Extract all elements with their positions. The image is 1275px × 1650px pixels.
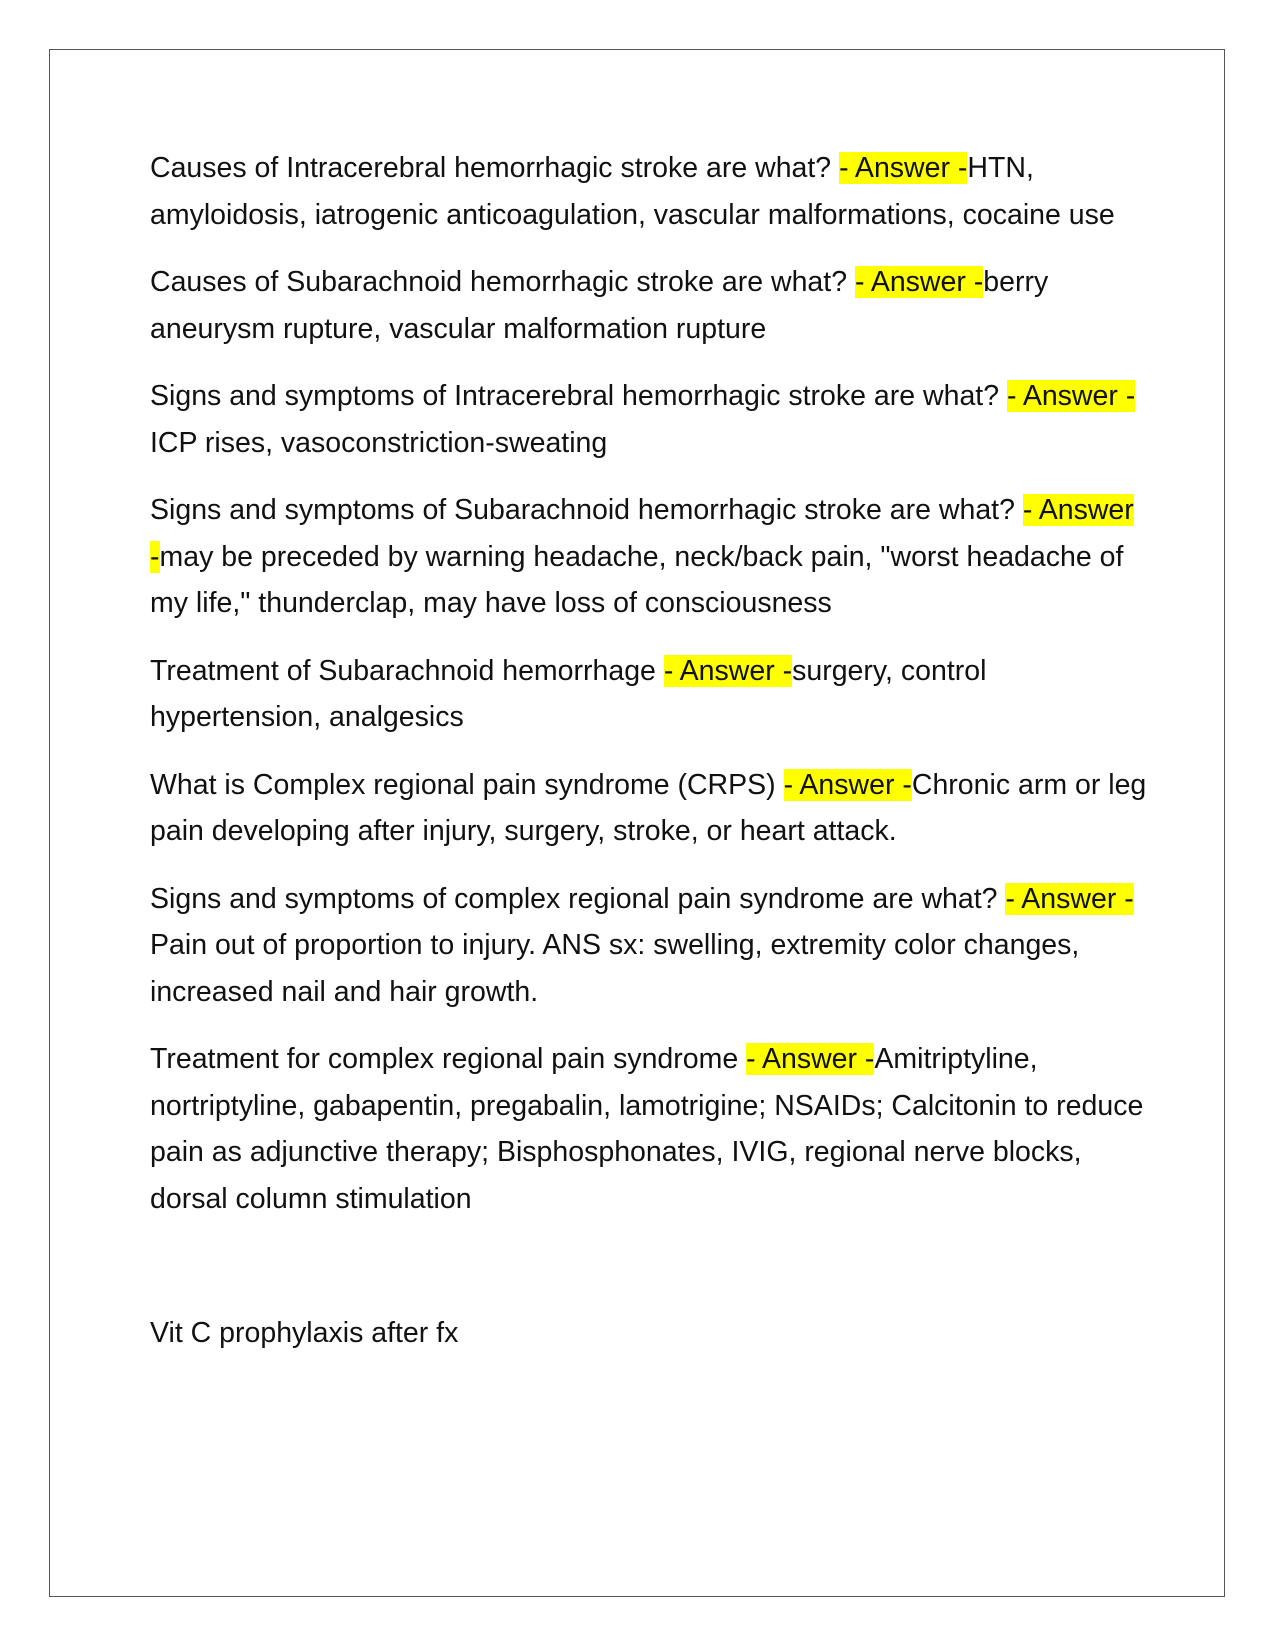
- note-text: Vit C prophylaxis after fx: [150, 1317, 459, 1349]
- answer-text: surgery, control hypertension, analgesics: [150, 654, 987, 733]
- answer-marker: - Answer -: [746, 1043, 875, 1075]
- qa-item: [150, 259, 1150, 352]
- question-text: Treatment for complex regional pain syndrome: [150, 1043, 747, 1075]
- answer-marker: - Answer -: [1006, 380, 1136, 412]
- question-text: What is Complex regional pain syndrome (CRPS): [150, 768, 784, 801]
- answer-marker: - Answer -: [1005, 882, 1134, 915]
- qa-item: [150, 648, 1150, 741]
- answer-marker: - Answer -: [663, 654, 793, 687]
- answer-text: berry aneurysm rupture, vascular malformation rupture: [150, 266, 1049, 345]
- answer-text: Chronic arm or leg pain developing after injury, surgery, stroke, or heart attack.: [150, 768, 1147, 847]
- qa-item: [150, 876, 1150, 1016]
- answer-text: ICP rises, vasoconstriction-sweating: [150, 426, 608, 459]
- qa-item: [150, 762, 1150, 855]
- answer-marker: - Answer -: [150, 494, 1134, 573]
- answer-marker: - Answer -: [783, 768, 912, 801]
- question-text: Treatment of Subarachnoid hemorrhage: [150, 654, 664, 687]
- answer-marker: - Answer -: [839, 152, 968, 184]
- qa-item: [150, 145, 1150, 238]
- answer-text: Pain out of proportion to injury. ANS sx: swelling, extremity color changes, increased nail and hair growth.: [150, 929, 1080, 1008]
- answer-text: Amitriptyline, nortriptyline, gabapentin, pregabalin, lamotrigine; NSAIDs; Calcitonin to reduce pain as adjunctive therapy; Bisphosphonates, IVIG, regional nerve blocks, dorsal column stimulation: [150, 1043, 1144, 1215]
- question-text: Causes of Intracerebral hemorrhagic stroke are what?: [150, 152, 840, 184]
- document-body: [150, 145, 1150, 1378]
- answer-text: may be preceded by warning headache, neck/back pain, "worst headache of my life," thunderclap, may have loss of consciousness: [150, 540, 1124, 619]
- answer-marker: - Answer -: [854, 266, 984, 298]
- question-text: Causes of Subarachnoid hemorrhagic stroke are what?: [150, 266, 855, 298]
- question-text: Signs and symptoms of complex regional pain syndrome are what?: [150, 882, 1006, 915]
- question-text: Signs and symptoms of Subarachnoid hemorrhagic stroke are what?: [150, 494, 1023, 526]
- answer-text: HTN, amyloidosis, iatrogenic anticoagulation, vascular malformations, cocaine use: [150, 152, 1115, 231]
- question-text: Signs and symptoms of Intracerebral hemorrhagic stroke are what?: [150, 380, 1007, 412]
- qa-item: [150, 373, 1150, 466]
- qa-item: [150, 1036, 1150, 1222]
- qa-item: [150, 487, 1150, 627]
